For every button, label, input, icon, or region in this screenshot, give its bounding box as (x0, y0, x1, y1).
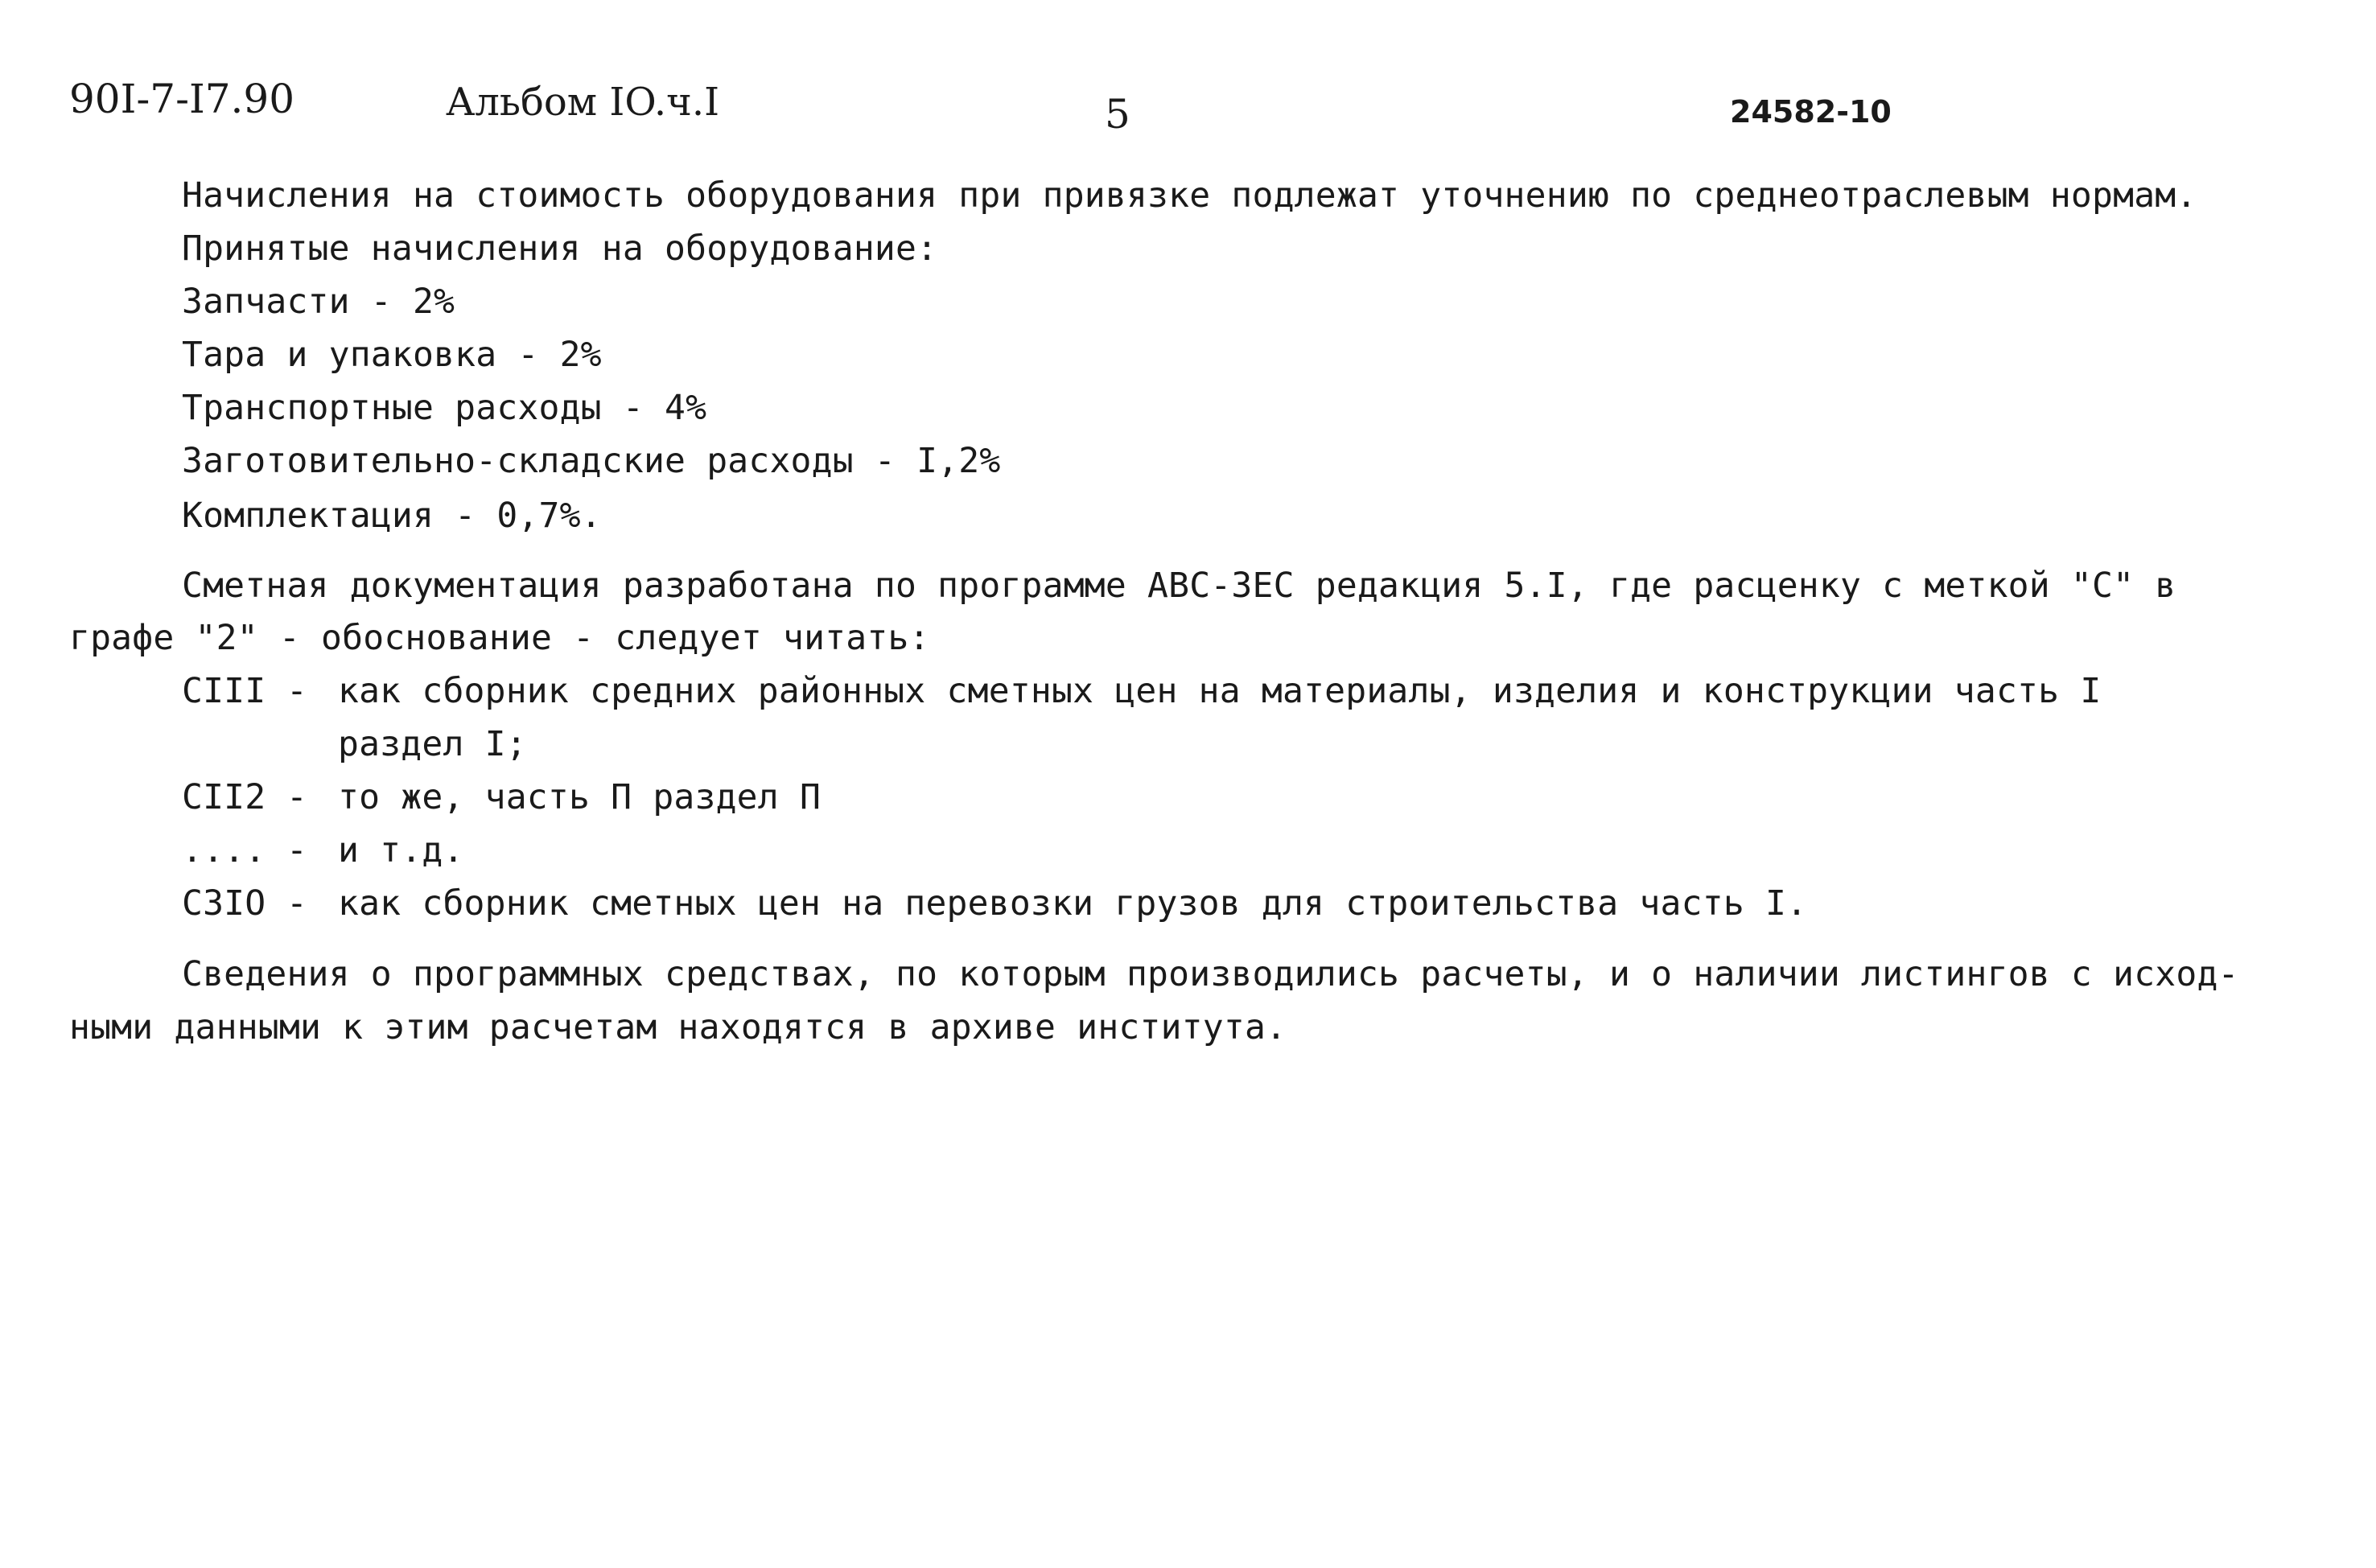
list-item: Заготовительно-складские расходы - I,2% (182, 441, 1001, 481)
code-description-cont: раздел I; (338, 724, 527, 764)
list-item: Комплектация - 0,7%. (182, 496, 602, 536)
album-label: Альбом IO.ч.I (446, 80, 720, 125)
code-label: CIII (182, 671, 266, 711)
page-number: 5 (1105, 91, 1130, 138)
code-description: то же, часть П раздел П (338, 777, 822, 817)
paragraph-estimate-documentation-cont: графе "2" - обоснование - следует читать: (69, 618, 930, 658)
document-code: 90I-7-I7.90 (69, 76, 295, 122)
code-entry (182, 671, 2102, 711)
code-description: как сборник сметных цен на перевозки грузов для строительства часть I. (338, 883, 1808, 924)
sheet-code: 24582-10 (1730, 94, 1892, 130)
code-label: CII2 (182, 777, 266, 817)
list-item: Тара и упаковка - 2% (182, 335, 602, 375)
code-label: .... (182, 830, 266, 870)
code-entry (182, 830, 464, 870)
code-description: и т.д. (338, 830, 464, 870)
paragraph-accepted-charges: Принятые начисления на оборудование: (182, 228, 938, 269)
code-dash: - (286, 777, 308, 817)
code-entry (182, 777, 822, 817)
list-item: Запчасти - 2% (182, 282, 455, 322)
code-label: C3IO (182, 883, 266, 924)
list-item: Транспортные расходы - 4% (182, 388, 707, 428)
code-dash: - (286, 883, 308, 924)
code-entry (182, 883, 1808, 924)
paragraph-estimate-documentation: Сметная документация разработана по программе АВС-ЗЕС редакция 5.I, где расценку с меткой "С" в (182, 566, 2176, 606)
code-dash: - (286, 830, 308, 870)
code-dash: - (286, 671, 308, 711)
paragraph-equipment-charges: Начисления на стоимость оборудования при привязке подлежат уточнению по среднеотраслевым нормам. (182, 175, 2197, 216)
paragraph-software-info-cont: ными данными к этим расчетам находятся в архиве института. (69, 1007, 1287, 1047)
code-description: как сборник средних районных сметных цен на материалы, изделия и конструкции часть I (338, 671, 2102, 711)
paragraph-software-info: Сведения о программных средствах, по которым производились расчеты, и о наличии листингов с исход- (182, 954, 2239, 994)
